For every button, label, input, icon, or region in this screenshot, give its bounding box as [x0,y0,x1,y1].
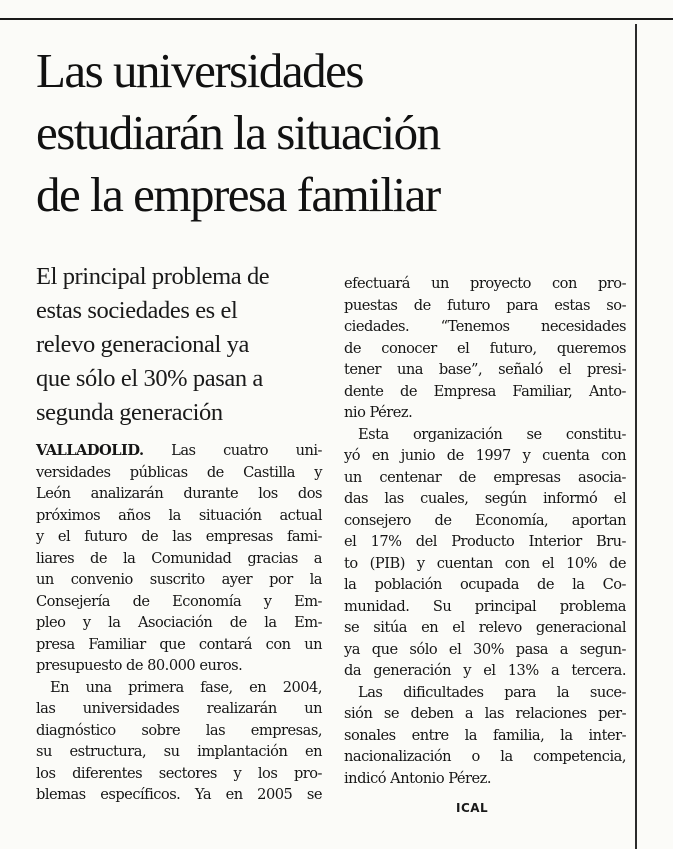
subhead-line: estas sociedades es el [36,297,238,324]
body-line: indicó Antonio Pérez. [344,769,491,787]
body-line: un convenio suscrito ayer por la [36,571,322,588]
body-line: efectuará un proyecto con pro- [344,275,626,292]
body-line: sonales entre la familia, la inter- [344,726,626,744]
body-line: Las dificultades para la suce- [358,683,626,701]
subhead-line: relevo generacional ya [36,331,249,358]
body-line: se sitúa en el relevo generacional [344,619,626,636]
body-line: munidad. Su principal problema [344,597,626,615]
body-line: un centenar de empresas asocia- [344,468,626,486]
body-line: nacionalización o la competencia, [344,748,626,765]
body-line: León analizarán durante los dos [36,485,322,502]
top-rule [0,18,673,20]
agency-credit: ICAL [456,801,489,815]
headline-line: Las universidades [36,43,363,98]
body-line: yó en junio de 1997 y cuenta con [344,447,626,464]
body-line: dente de Empresa Familiar, Anto- [344,382,626,400]
body-line: y el futuro de las empresas fami- [36,528,322,545]
body-line: nio Pérez. [344,404,413,421]
body-line: tener una base”, señaló el presi- [344,361,626,378]
body-column-left [36,440,322,806]
body-line: las universidades realizarán un [36,700,322,717]
body-line: próximos años la situación actual [36,506,322,524]
headline-line: estudiarán la situación [36,105,440,160]
dateline: VALLADOLID. [36,442,144,459]
body-line: puestas de futuro para estas so- [344,296,626,314]
body-line: liares de la Comunidad gracias a [36,549,322,567]
body-line: da generación y el 13% a tercera. [344,662,626,679]
body-line: su estructura, su implantación en [36,743,322,760]
body-line: la población ocupada de la Co- [344,576,626,593]
body-line: presupuesto de 80.000 euros. [36,657,243,674]
body-line: Consejería de Economía y Em- [36,592,322,610]
body-line: to (PIB) y cuentan con el 10% de [344,554,626,572]
body-column-right [344,273,626,789]
body-line: consejero de Economía, aportan [344,511,626,529]
subheadline [36,260,336,430]
subhead-line: segunda generación [36,399,223,426]
body-line [36,440,322,462]
body-line: blemas específicos. Ya en 2005 se [36,786,322,803]
body-line: los diferentes sectores y los pro- [36,764,322,782]
subhead-line: El principal problema de [36,263,270,290]
body-line-text: Las cuatro uni- [143,442,322,459]
body-line: diagnóstico sobre las empresas, [36,721,322,739]
body-line: En una primera fase, en 2004, [50,678,322,696]
body-line: ciedades. “Tenemos necesidades [344,318,626,335]
body-line: versidades públicas de Castilla y [36,463,322,481]
body-line: Esta organización se constitu- [358,425,626,443]
body-line: pleo y la Asociación de la Em- [36,614,322,631]
body-line: el 17% del Producto Interior Bru- [344,533,626,550]
body-line: sión se deben a las relaciones per- [344,705,626,722]
body-line: das las cuales, según informó el [344,490,626,507]
body-line: ya que sólo el 30% pasa a segun- [344,640,626,658]
subhead-line: que sólo el 30% pasan a [36,365,263,392]
body-line: de conocer el futuro, queremos [344,339,626,357]
headline [36,40,636,226]
body-line: presa Familiar que contará con un [36,635,322,653]
headline-line: de la empresa familiar [36,167,440,222]
